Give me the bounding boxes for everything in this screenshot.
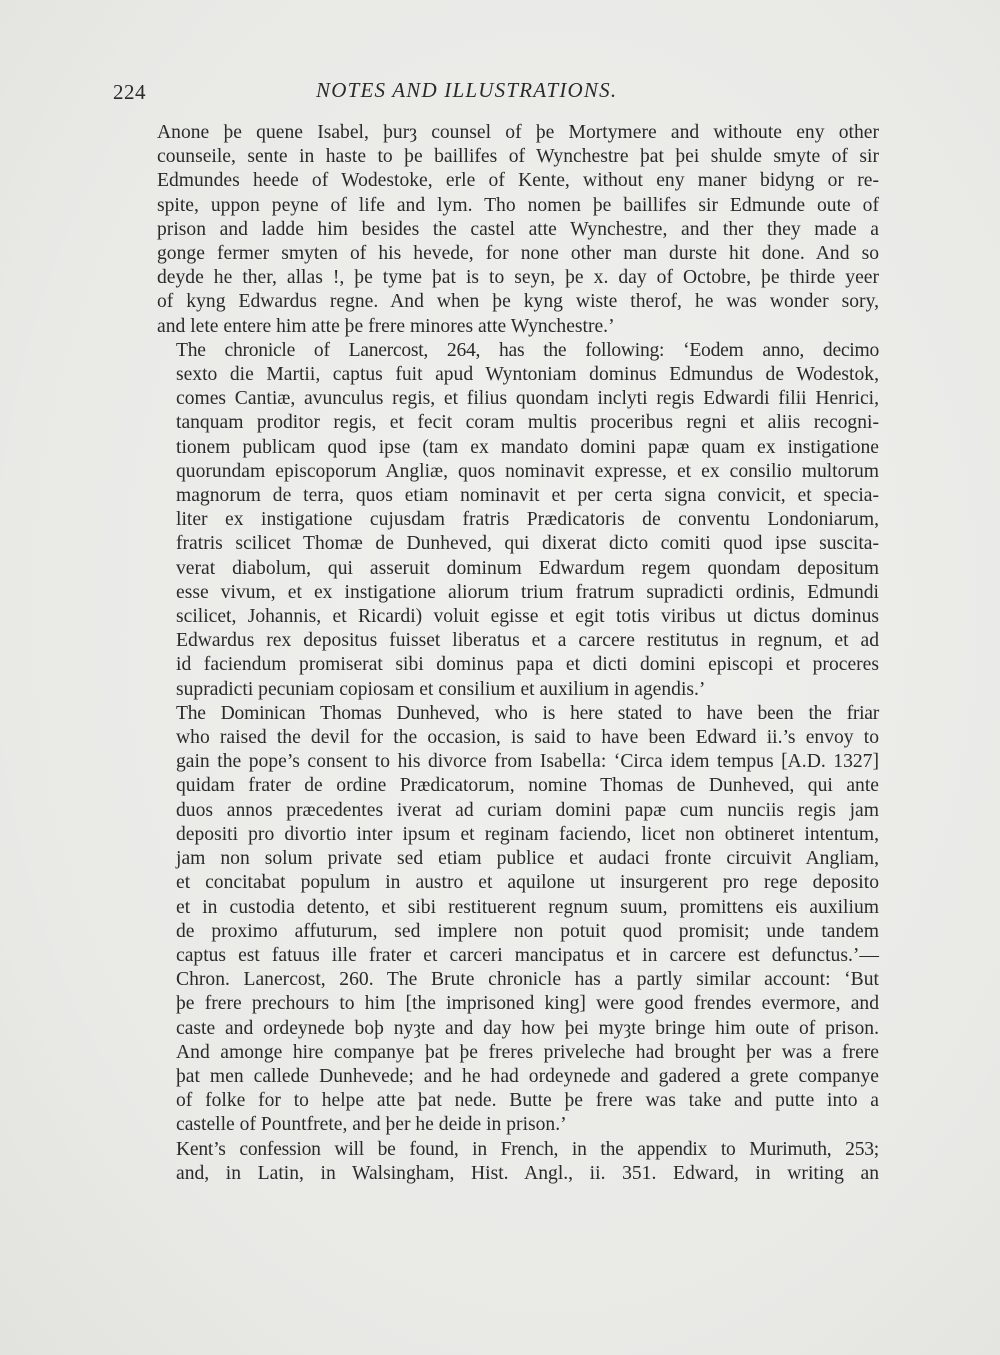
running-title: NOTES AND ILLUSTRATIONS. <box>316 78 618 102</box>
text-line: þe frere prechours to him [the imprisoned king] were good frendes evermore, and <box>176 993 879 1015</box>
text-line: prison and ladde him besides the castel atte Wynchestre, and ther they made a <box>157 218 879 240</box>
page-number: 224 <box>113 80 146 104</box>
text-line: Edmundes heede of Wodestoke, erle of Kente, without eny maner bidyng or re- <box>157 170 879 192</box>
text-line: and, in Latin, in Walsingham, Hist. Angl., ii. 351. Edward, in writing an <box>176 1162 879 1184</box>
text-line: Kent’s confession will be found, in French, in the appendix to Murimuth, 253; <box>176 1138 879 1160</box>
text-line: quidam frater de ordine Prædicatorum, nomine Thomas de Dunheved, qui ante <box>176 775 879 797</box>
text-line: verat diabolum, qui asseruit dominum Edwardum regem quondam depositum <box>176 557 879 579</box>
text-line: supradicti pecuniam copiosam et consilium et auxilium in agendis.’ <box>176 678 706 700</box>
text-line: depositi pro divortio inter ipsum et reginam faciendo, licet non obtineret intentum, <box>176 823 879 845</box>
text-line: sexto die Martii, captus fuit apud Wyntoniam dominus Edmundus de Wodestok, <box>176 364 879 386</box>
text-line: id faciendum promiserat sibi dominus papa et dicti domini episcopi et proceres <box>176 654 879 676</box>
text-line: castelle of Pountfrete, and þer he deide in prison.’ <box>176 1114 567 1136</box>
text-line: quorundam episcoporum Angliæ, quos nominavit expresse, et ex consilio multorum <box>176 460 879 482</box>
text-line: and lete entere him atte þe frere minores atte Wynchestre.’ <box>157 315 615 337</box>
text-line: comes Cantiæ, avunculus regis, et filius quondam inclyti regis Edwardi filii Henrici, <box>176 388 879 410</box>
text-line: tanquam proditor regis, et fecit coram multis proceribus regni et aliis recogni- <box>176 412 879 434</box>
text-line: liter ex instigatione cujusdam fratris Prædicatoris de conventu Londoniarum, <box>176 509 879 531</box>
paragraph-lanercost-quote <box>157 339 879 702</box>
text-line: fratris scilicet Thomæ de Dunheved, qui dixerat dicto comiti quod ipse suscita- <box>176 533 879 555</box>
body-text <box>157 121 879 1186</box>
paragraph-brute-quote-continued <box>157 121 879 339</box>
text-line: esse vivum, et ex instigatione aliorum trium fratrum supradicti ordinis, Edmundi <box>176 581 879 603</box>
text-line: captus est fatuus ille frater et carceri mancipatus et in carcere est defunctus.’— <box>176 944 879 966</box>
text-line: Chron. Lanercost, 260. The Brute chronicle has a partly similar account: ‘But <box>176 969 879 991</box>
paragraph-kent-confession <box>157 1138 879 1186</box>
text-line: de proximo affuturum, sed implere non potuit quod promisit; unde tandem <box>176 920 879 942</box>
text-line: gain the pope’s consent to his divorce from Isabella: ‘Circa idem tempus [A.D. 1327] <box>176 751 879 773</box>
text-line: Edwardus rex depositus fuisset liberatus et a carcere restitutus in regnum, et ad <box>176 630 879 652</box>
text-line: The chronicle of Lanercost, 264, has the following: ‘Eodem anno, decimo <box>176 339 879 361</box>
text-line: duos annos præcedentes iverat ad curiam domini papæ cum nunciis regis jam <box>176 799 879 821</box>
text-line: et concitabat populum in austro et aquilone ut insurgerent pro rege deposito <box>176 872 879 894</box>
text-line: of kyng Edwardus regne. And when þe kyng wiste therof, he was wonder sory, <box>157 291 879 313</box>
text-line: caste and ordeynede boþ nyȝte and day how þei myȝte bringe him oute of prison. <box>176 1017 879 1039</box>
text-line: of folke for to helpe atte þat nede. Butte þe frere was take and putte into a <box>176 1090 879 1112</box>
text-line: Anone þe quene Isabel, þurȝ counsel of þe Mortymere and withoute eny other <box>157 122 879 143</box>
text-line: gonge fermer smyten of his hevede, for none other man durste hit done. And so <box>157 243 879 265</box>
text-line: who raised the devil for the occasion, is said to have been Edward ii.’s envoy to <box>176 727 879 749</box>
text-line: spite, uppon peyne of life and lym. Tho nomen þe baillifes sir Edmunde oute of <box>157 194 879 216</box>
text-line: counseile, sente in haste to þe baillifes of Wynchestre þat þei shulde smyte of sir <box>157 146 879 168</box>
text-line: And amonge hire companye þat þe freres priveleche had brought þer was a frere <box>176 1041 879 1063</box>
text-line: þat men callede Dunhevede; and he had ordeynede and gadered a grete companye <box>176 1065 879 1087</box>
text-line: et in custodia detento, et sibi restituerent regnum suum, promittens eis auxilium <box>176 896 879 918</box>
text-line: scilicet, Johannis, et Ricardi) voluit egisse et egit totis viribus ut dictus dominus <box>176 606 879 628</box>
text-line: magnorum de terra, quos etiam nominavit et per certa signa convicit, et specia- <box>176 485 879 507</box>
paragraph-dunheved <box>157 702 879 1138</box>
text-line: jam non solum private sed etiam publice et audaci fronte circuivit Angliam, <box>176 848 879 870</box>
text-line: tionem publicam quod ipse (tam ex mandato domini papæ quam ex instigatione <box>176 436 879 458</box>
running-head <box>0 76 1000 106</box>
text-line: The Dominican Thomas Dunheved, who is here stated to have been the friar <box>176 702 879 724</box>
text-line: deyde he ther, allas !, þe tyme þat is to seyn, þe x. day of Octobre, þe thirde yeer <box>157 267 879 289</box>
